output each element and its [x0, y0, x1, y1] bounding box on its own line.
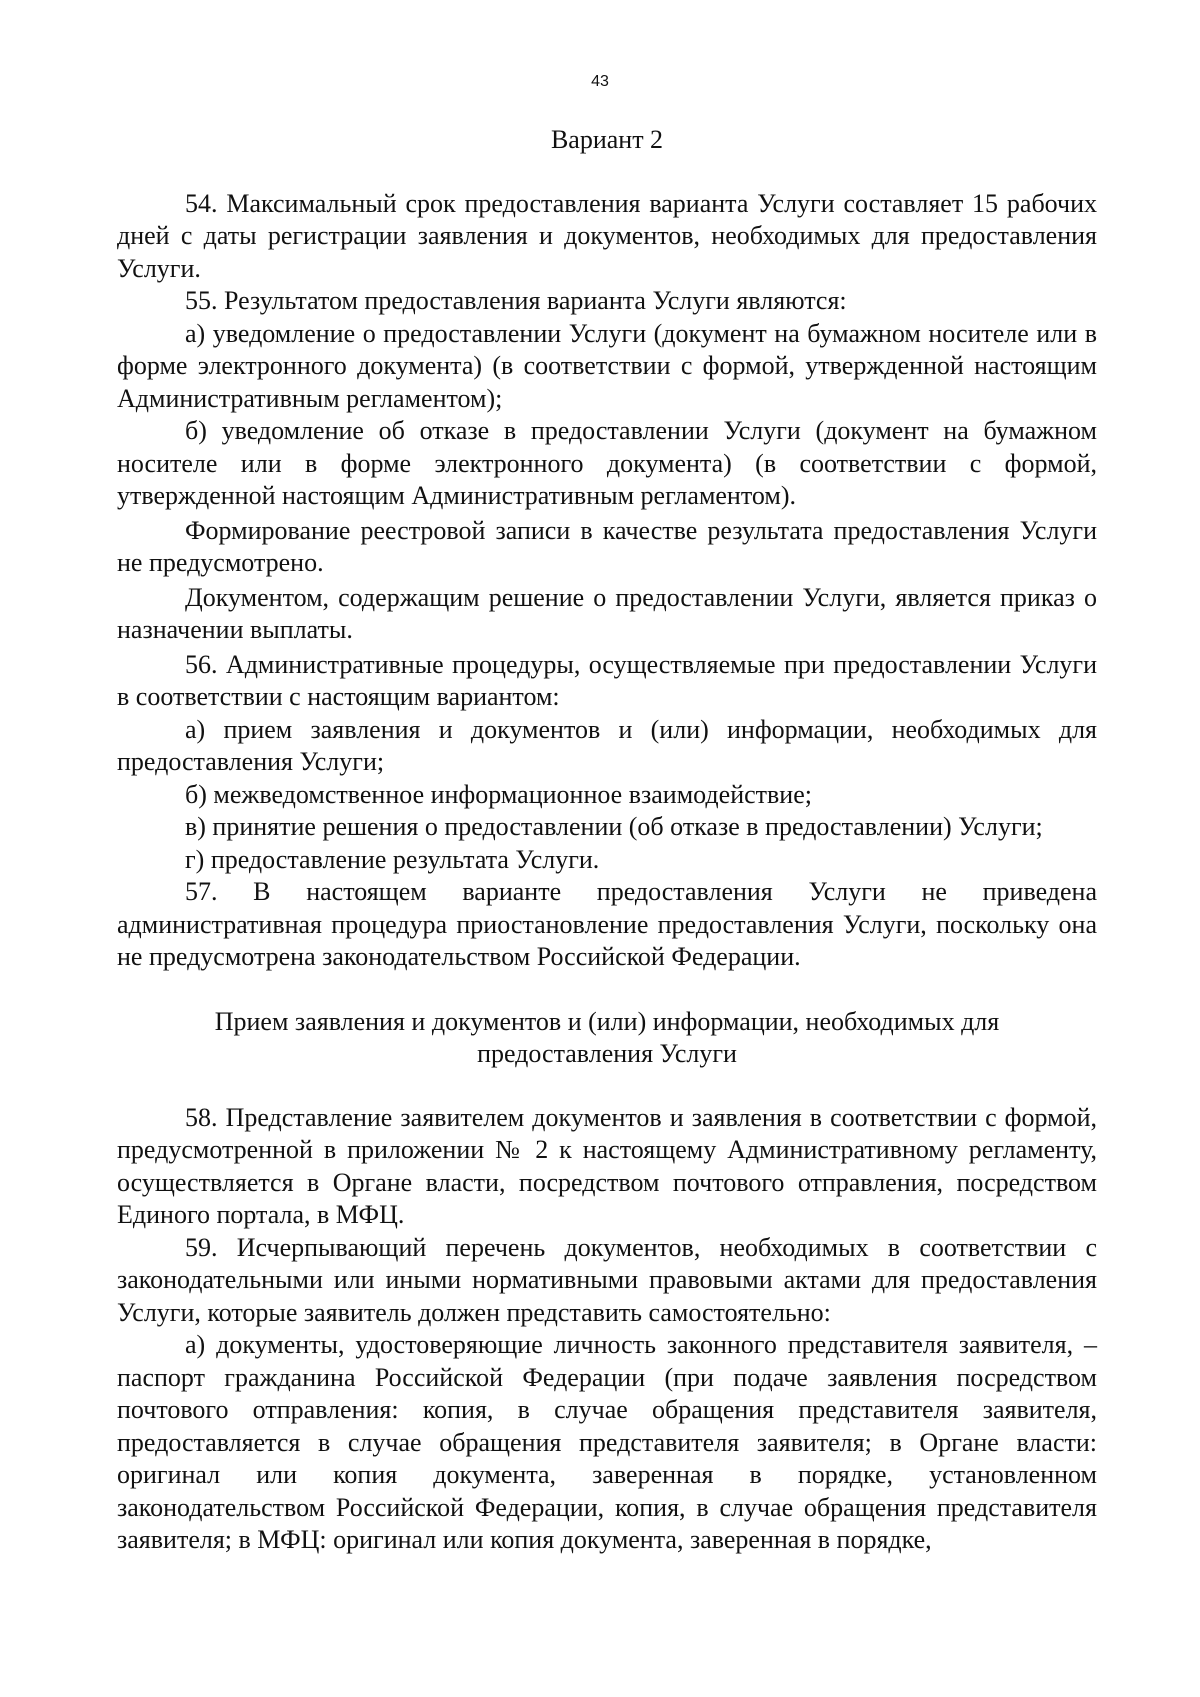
list-item-56b: б) межведомственное информационное взаимодействие; — [185, 779, 812, 809]
list-item-55b: б) уведомление об отказе в предоставлении Услуги (документ на бумажном носителе или в форме электронного документа) (в соответствии с формой, утвержденной настоящим Административным регламентом). — [117, 416, 1097, 510]
section-heading-line-2: предоставления Услуги — [477, 1039, 737, 1068]
paragraph-decision-document: Документом, содержащим решение о предоставлении Услуги, является приказ о назначении выплаты. — [117, 582, 1097, 644]
list-item-56v: в) принятие решения о предоставлении (об отказе в предоставлении) Услуги; — [185, 812, 1043, 841]
list-item-59a: а) документы, удостоверяющие личность законного представителя заявителя, – паспорт гражданина Российской Федерации (при подаче заявления посредством почтового отправления: копия, в случае обращения представителя заявителя, предоставляется в случае обращения представителя заявителя; в Органе власти: оригинал или копия документа, заверенная в порядке, установленном законодательством Российской Федерации, копия, в случае обращения представителя заявителя; в МФЦ: оригинал или копия документа, заверенная в порядке, — [117, 1330, 1097, 1554]
section-heading — [117, 1006, 1097, 1071]
paragraph-54: 54. Максимальный срок предоставления варианта Услуги составляет 15 рабочих дней с даты регистрации заявления и документов, необходимых для предоставления Услуги. — [117, 188, 1097, 283]
paragraph-57: 57. В настоящем варианте предоставления Услуги не приведена административная процедура приостановление предоставления Услуги, поскольку она не предусмотрена законодательством Российской Федерации. — [117, 877, 1097, 971]
paragraph-58: 58. Представление заявителем документов и заявления в соответствии с формой, предусмотренной в приложении № 2 к настоящему Административному регламенту, осуществляется в Органе власти, посредством почтового отправления, посредством Единого портала, в МФЦ. — [117, 1102, 1097, 1229]
paragraph-59: 59. Исчерпывающий перечень документов, необходимых в соответствии с законодательными или иными нормативными правовыми актами для предоставления Услуги, которые заявитель должен представить самостоятельно: — [117, 1232, 1097, 1327]
list-item-55a: а) уведомление о предоставлении Услуги (документ на бумажном носителе или в форме электронного документа) (в соответствии с формой, утвержденной настоящим Административным регламентом); — [117, 318, 1097, 413]
paragraph-registry-note: Формирование реестровой записи в качестве результата предоставления Услуги не предусмотрено. — [117, 515, 1097, 577]
list-item-56a: а) прием заявления и документов и (или) информации, необходимых для предоставления Услуги; — [117, 714, 1097, 776]
section-heading-line-1: Прием заявления и документов и (или) информации, необходимых для — [214, 1006, 1000, 1036]
document-body — [117, 124, 1097, 1557]
list-item-56g: г) предоставление результата Услуги. — [185, 844, 600, 874]
variant-heading: Вариант 2 — [550, 125, 664, 154]
paragraph-56: 56. Административные процедуры, осуществляемые при предоставлении Услуги в соответствии с настоящим вариантом: — [117, 649, 1097, 711]
page-number: 43 — [591, 73, 609, 90]
paragraph-55: 55. Результатом предоставления варианта Услуги являются: — [185, 286, 847, 315]
